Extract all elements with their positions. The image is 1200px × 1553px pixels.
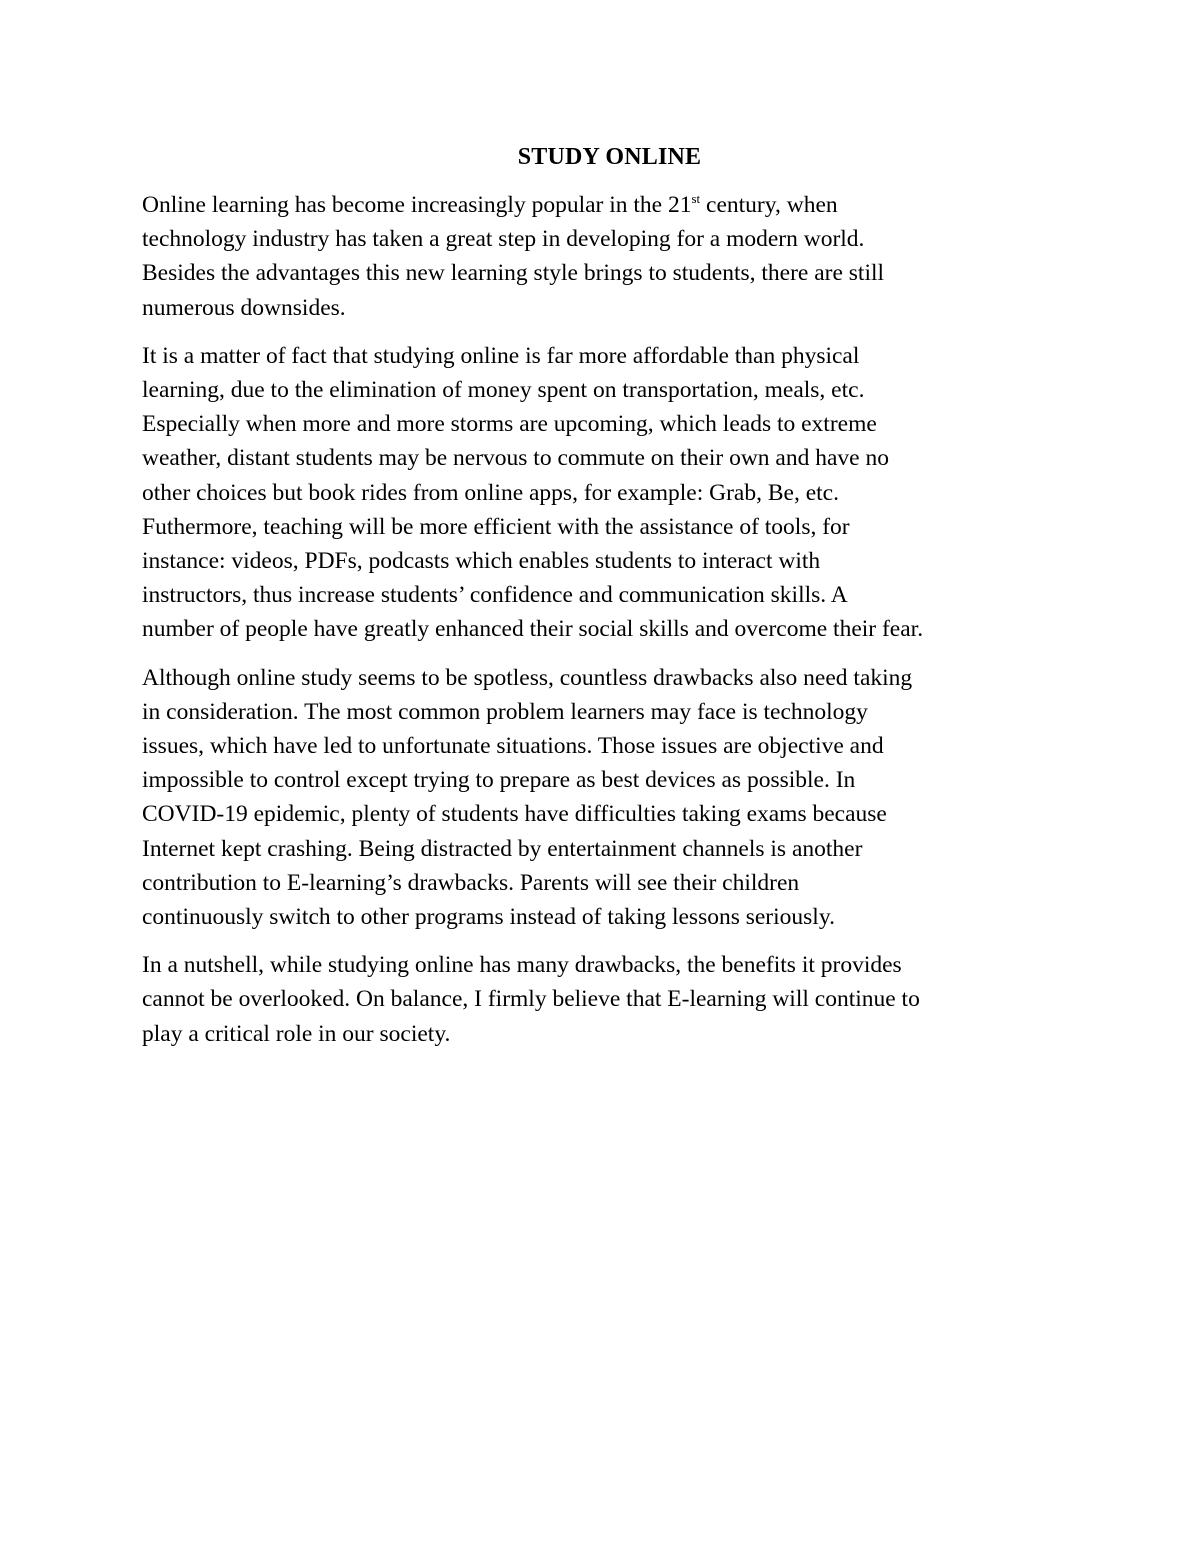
paragraph-line: COVID-19 epidemic, plenty of students have difficulties taking exams because	[142, 801, 887, 828]
document-title: STUDY ONLINE	[517, 144, 702, 170]
paragraph-line: numerous downsides.	[142, 294, 346, 321]
paragraph-line: issues, which have led to unfortunate situations. Those issues are objective and	[142, 733, 884, 760]
paragraph-line: learning, due to the elimination of money spent on transportation, meals, etc.	[142, 377, 865, 404]
paragraph-line: Especially when more and more storms are upcoming, which leads to extreme	[142, 411, 877, 438]
paragraph-line	[142, 188, 1077, 222]
paragraph-line: Futhermore, teaching will be more efficient with the assistance of tools, for	[142, 513, 850, 540]
paragraph-line: contribution to E-learning’s drawbacks. Parents will see their children	[142, 869, 800, 896]
paragraph-line: weather, distant students may be nervous to commute on their own and have no	[142, 445, 889, 472]
ordinal-superscript: st	[691, 191, 701, 207]
paragraph-line: impossible to control except trying to prepare as best devices as possible. In	[142, 767, 856, 794]
paragraph-line: play a critical role in our society.	[142, 1020, 451, 1047]
paragraph-line: Besides the advantages this new learning style brings to students, there are still	[142, 260, 885, 287]
paragraph-2	[142, 339, 1077, 647]
paragraph-4	[142, 948, 1077, 1051]
paragraph-line: In a nutshell, while studying online has many drawbacks, the benefits it provides	[142, 952, 902, 979]
paragraph-line: It is a matter of fact that studying online is far more affordable than physical	[142, 342, 860, 369]
paragraph-line: continuously switch to other programs instead of taking lessons seriously.	[142, 904, 835, 931]
paragraph-1	[142, 188, 1077, 325]
paragraph-line: technology industry has taken a great step in developing for a modern world.	[142, 226, 865, 253]
paragraph-line: cannot be overlooked. On balance, I firmly believe that E-learning will continue to	[142, 986, 920, 1013]
paragraph-line: Although online study seems to be spotless, countless drawbacks also need taking	[142, 664, 913, 691]
line-text: Online learning has become increasingly popular in the 21	[142, 192, 692, 218]
paragraph-3	[142, 661, 1077, 935]
paragraph-line: instance: videos, PDFs, podcasts which enables students to interact with	[142, 548, 821, 575]
paragraph-line: instructors, thus increase students’ confidence and communication skills. A	[142, 582, 848, 609]
paragraph-line: Internet kept crashing. Being distracted by entertainment channels is another	[142, 835, 863, 862]
paragraph-line: in consideration. The most common problem learners may face is technology	[142, 698, 868, 725]
paragraph-line: number of people have greatly enhanced their social skills and overcome their fear.	[142, 616, 924, 643]
line-text: century, when	[700, 192, 838, 218]
paragraph-line: other choices but book rides from online apps, for example: Grab, Be, etc.	[142, 479, 839, 506]
document-body	[142, 140, 1077, 1065]
